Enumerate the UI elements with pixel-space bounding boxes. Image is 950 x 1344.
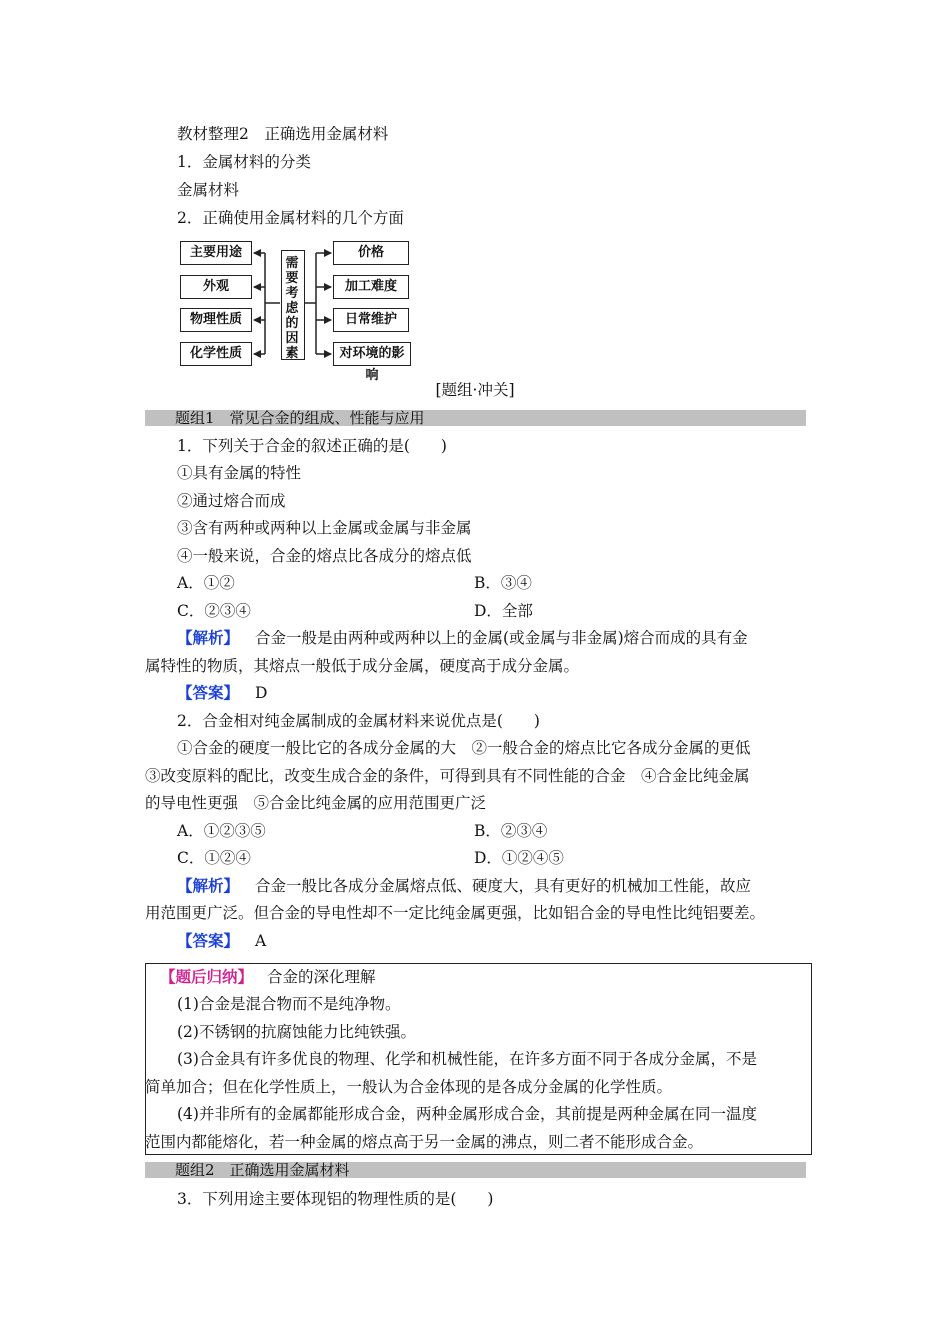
q2-stem: 2．合金相对纯金属制成的金属材料来说优点是( ) (177, 712, 540, 730)
diagram-node-maintenance: 日常维护 (333, 308, 409, 332)
q1-item-4: ④一般来说，合金的熔点比各成分的熔点低 (177, 547, 472, 565)
q2-option-a: A．①②③⑤ (177, 822, 266, 840)
diagram-node-main-use: 主要用途 (180, 241, 252, 265)
q2-analysis-line2: 用范围更广泛。但合金的导电性却不一定比纯金属更强，比如铝合金的导电性比纯铝要差。 (145, 904, 766, 922)
item-2: 2．正确使用金属材料的几个方面 (177, 209, 404, 227)
diagram-node-physical: 物理性质 (180, 308, 252, 332)
q2-line-1: ①合金的硬度一般比它的各成分金属的大 ②一般合金的熔点比它各成分金属的更低 (177, 739, 751, 757)
diagram-center-label: 需要考虑的因素 (285, 256, 299, 361)
summary-title: 合金的深化理解 (267, 968, 376, 986)
summary-header (160, 967, 376, 987)
summary-p2: (2)不锈钢的抗腐蚀能力比纯铁强。 (177, 1023, 416, 1041)
q1-analysis-tag: 【解析】 (177, 628, 240, 647)
diagram-node-price: 价格 (333, 241, 409, 265)
q1-item-3: ③含有两种或两种以上金属或金属与非金属 (177, 519, 472, 537)
q2-analysis-tag: 【解析】 (177, 876, 240, 895)
q2-answer-tag: 【答案】 (177, 931, 240, 950)
section-title: 教材整理2 正确选用金属材料 (177, 125, 389, 143)
q1-answer (177, 683, 267, 703)
q2-answer-value: A (255, 932, 267, 950)
diagram-node-chemical: 化学性质 (180, 342, 252, 366)
q2-option-d: D．①②④⑤ (474, 849, 564, 867)
q2-option-c: C．①②④ (177, 849, 251, 867)
summary-p1: (1)合金是混合物而不是纯净物。 (177, 995, 401, 1013)
item-1-sub: 金属材料 (177, 181, 240, 199)
group2-title: 题组2 正确选用金属材料 (175, 1161, 350, 1179)
diagram-node-appearance: 外观 (180, 275, 252, 299)
item-1: 1．金属材料的分类 (177, 153, 311, 171)
q1-answer-value: D (255, 684, 268, 702)
q1-item-2: ②通过熔合而成 (177, 492, 286, 510)
q1-option-c: C．②③④ (177, 602, 251, 620)
q2-option-b: B．②③④ (474, 822, 548, 840)
q3-stem: 3．下列用途主要体现铝的物理性质的是( ) (177, 1190, 494, 1208)
group1-title: 题组1 常见合金的组成、性能与应用 (175, 409, 425, 427)
summary-tag: 【题后归纳】 (160, 967, 254, 986)
q1-stem: 1．下列关于合金的叙述正确的是( ) (177, 437, 447, 455)
q1-analysis-line1 (177, 628, 748, 648)
summary-p3b: 简单加合；但在化学性质上，一般认为合金体现的是各成分金属的化学性质。 (145, 1078, 673, 1096)
q1-option-b: B．③④ (474, 574, 532, 592)
q2-line-2: ③改变原料的配比，改变生成合金的条件，可得到具有不同性能的合金 ④合金比纯金属 (145, 767, 750, 785)
q2-analysis-line1 (177, 876, 751, 896)
diagram-node-environment: 对环境的影响 (333, 342, 411, 366)
diagram-node-processing: 加工难度 (333, 275, 409, 299)
summary-p4a: (4)并非所有的金属都能形成合金，两种金属形成合金，其前提是两种金属在同一温度 (177, 1105, 757, 1123)
group1-bar (145, 410, 806, 426)
summary-p4b: 范围内都能熔化，若一种金属的熔点高于另一金属的沸点，则二者不能形成合金。 (145, 1133, 704, 1151)
q1-option-d: D．全部 (474, 602, 533, 620)
q2-answer (177, 931, 266, 951)
group-heading: [题组·冲关] (435, 381, 515, 399)
q1-analysis-text1: 合金一般是由两种或两种以上的金属(或金属与非金属)熔合而成的具有金 (255, 629, 748, 647)
q2-line-3: 的导电性更强 ⑤合金比纯金属的应用范围更广泛 (145, 794, 487, 812)
q2-analysis-text1: 合金一般比各成分金属熔点低、硬度大，具有更好的机械加工性能，故应 (255, 877, 752, 895)
q1-answer-tag: 【答案】 (177, 683, 240, 702)
group2-bar (145, 1162, 806, 1178)
q1-option-a: A．①② (177, 574, 235, 592)
summary-p3a: (3)合金具有许多优良的物理、化学和机械性能，在许多方面不同于各成分金属，不是 (177, 1050, 757, 1068)
q1-item-1: ①具有金属的特性 (177, 464, 302, 482)
q1-analysis-line2: 属特性的物质，其熔点一般低于成分金属，硬度高于成分金属。 (145, 657, 580, 675)
